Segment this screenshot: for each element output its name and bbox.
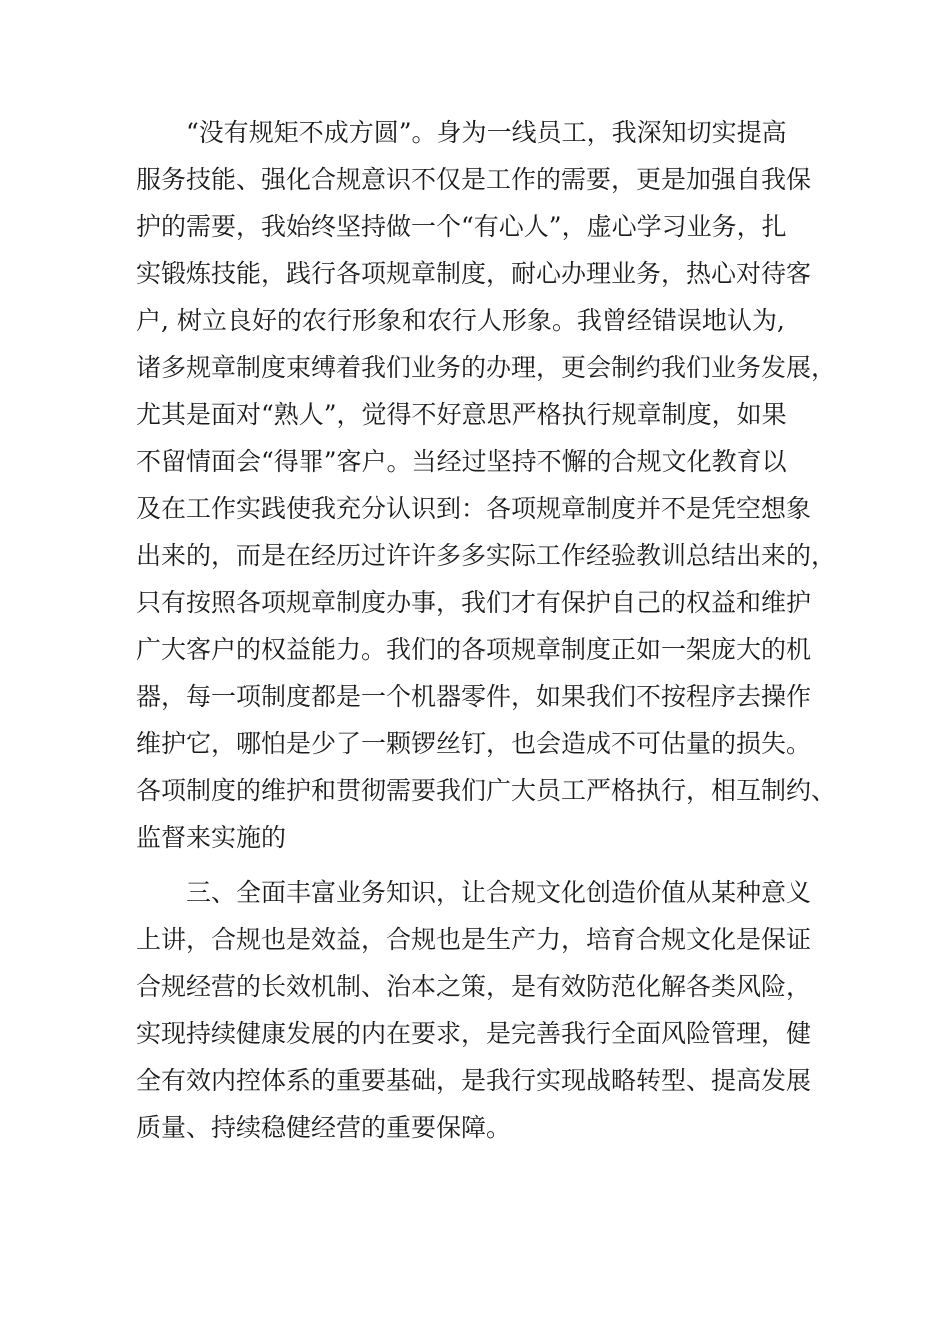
paragraph-2-line-1: 三、全面丰富业务知识，让合规文化创造价值从某种意义 [186, 878, 812, 907]
paragraph-2-line-6: 质量、持续稳健经营的重要保障。 [136, 1113, 512, 1142]
paragraph-1-line-2: 服务技能、强化合规意识不仅是工作的需要，更是加强自我保 [136, 165, 812, 194]
paragraph-1-line-14: 维护它，哪怕是少了一颗锣丝钉，也会造成不可估量的损失。 [136, 729, 812, 758]
paragraph-1-line-5: 户, 树立良好的农行形象和农行人形象。我曾经错误地认为, [136, 306, 785, 335]
paragraph-2-line-3: 合规经营的长效机制、治本之策，是有效防范化解各类风险， [136, 972, 812, 1001]
paragraph-1-line-12: 广大客户的权益能力。我们的各项规章制度正如一架庞大的机 [136, 635, 812, 664]
paragraph-1-line-10: 出来的，而是在经历过许许多多实际工作经验教训总结出来的， [136, 541, 837, 570]
paragraph-2-line-5: 全有效内控体系的重要基础，是我行实现战略转型、提高发展 [136, 1066, 812, 1095]
paragraph-1-line-9: 及在工作实践使我充分认识到：各项规章制度并不是凭空想象 [136, 494, 812, 523]
paragraph-1-line-4: 实锻炼技能，践行各项规章制度，耐心办理业务，热心对待客 [136, 259, 812, 288]
paragraph-2-line-2: 上讲，合规也是效益，合规也是生产力，培育合规文化是保证 [136, 925, 812, 954]
paragraph-1-line-13: 器，每一项制度都是一个机器零件，如果我们不按程序去操作 [136, 682, 812, 711]
paragraph-1-line-6: 诸多规章制度束缚着我们业务的办理，更会制约我们业务发展， [136, 353, 837, 382]
paragraph-1-line-16: 监督来实施的 [136, 823, 287, 852]
paragraph-1-line-3: 护的需要，我始终坚持做一个“有心人”，虚心学习业务，扎 [136, 212, 787, 241]
paragraph-1-line-1: “没有规矩不成方圆”。身为一线员工，我深知切实提高 [186, 118, 787, 147]
paragraph-1-line-11: 只有按照各项规章制度办事，我们才有保护自己的权益和维护 [136, 588, 812, 617]
paragraph-1-line-15: 各项制度的维护和贯彻需要我们广大员工严格执行，相互制约、 [136, 776, 837, 805]
paragraph-1-line-8: 不留情面会“得罪”客户。当经过坚持不懈的合规文化教育以 [136, 447, 787, 476]
paragraph-2-line-4: 实现持续健康发展的内在要求，是完善我行全面风险管理，健 [136, 1019, 812, 1048]
paragraph-1-line-7: 尤其是面对“熟人”，觉得不好意思严格执行规章制度，如果 [136, 400, 787, 429]
